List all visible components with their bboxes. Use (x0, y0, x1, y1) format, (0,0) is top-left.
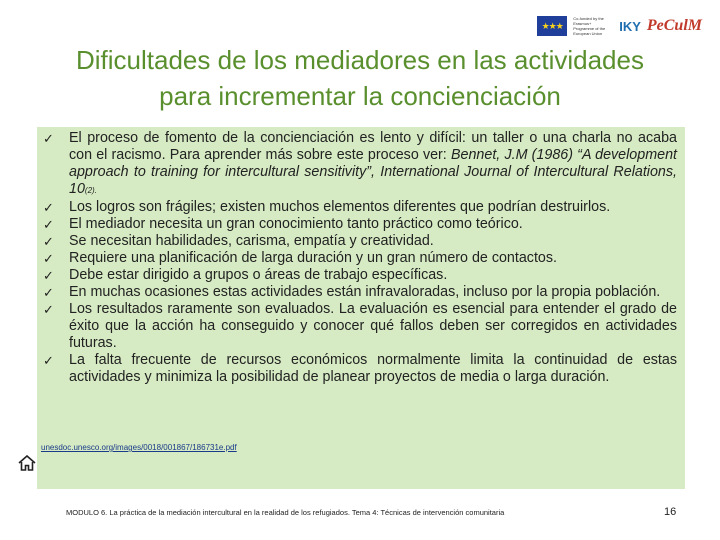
list-item-text: El mediador necesita un gran conocimiento tanto práctico como teórico. (69, 216, 523, 232)
reference-issue: (2). (84, 186, 97, 195)
list-item (41, 233, 677, 250)
check-icon: ✓ (43, 285, 54, 300)
pecul-logo (647, 17, 702, 35)
list-item-text: Los logros son frágiles; existen muchos elementos diferentes que podrían destruirlos. (69, 199, 611, 215)
list-item (41, 199, 677, 216)
reference-citation: Bennet, J.M (1986) “A development approach to training for intercultural sensitivity”, International Journal of Intercultural Relations, 10 (69, 147, 677, 197)
list-item (41, 352, 677, 386)
check-icon: ✓ (43, 217, 54, 232)
footer-text: MODULO 6. La práctica de la mediación intercultural en la realidad de los refugiados. Tema 4: Técnicas de intervención comunitaria (66, 508, 505, 517)
check-icon: ✓ (43, 200, 54, 215)
list-item-text: En muchas ocasiones estas actividades están infravaloradas, incluso por la propia población. (69, 284, 661, 300)
list-item-text: Se necesitan habilidades, carisma, empatía y creatividad. (69, 233, 434, 249)
check-icon: ✓ (43, 251, 54, 266)
list-item-text: La falta frecuente de recursos económicos normalmente limita la continuidad de estas actividades y minimiza la posibilidad de planear proyectos de media o larga duración. (69, 352, 677, 385)
check-icon: ✓ (43, 353, 54, 368)
erasmus-logo-text: Co-funded by the Erasmus+ Programme of the European Union (573, 16, 606, 36)
slide-title (40, 42, 680, 114)
list-item-text: El proceso de fomento de la concienciación es lento y difícil: un taller o una charla no acaba con el racismo. Para aprender más sobre este proceso ver: (69, 130, 677, 163)
list-item-text: Los resultados raramente son evaluados. La evaluación es esencial para entender el grado de éxito que la acción ha conseguido y conocer qué fallos deben ser corregidos en actividades futuras. (69, 301, 677, 351)
header-logos (537, 16, 702, 36)
list-item (41, 284, 677, 301)
list-item (41, 267, 677, 284)
page-number: 16 (664, 506, 677, 518)
check-icon: ✓ (43, 302, 54, 317)
list-item (41, 130, 677, 199)
bullet-list (41, 130, 677, 386)
list-item-text: Debe estar dirigido a grupos o áreas de trabajo específicas. (69, 267, 448, 283)
content-panel (37, 127, 685, 489)
title-line-2: para incrementar la concienciación (159, 81, 561, 111)
eu-flag-logo: ★★★ (537, 16, 567, 36)
list-item (41, 301, 677, 352)
home-icon[interactable] (18, 455, 36, 471)
pecul-logo-label: PeCulM (646, 17, 702, 34)
title-line-1: Dificultades de los mediadores en las actividades (76, 45, 644, 75)
check-icon: ✓ (43, 268, 54, 283)
list-item (41, 216, 677, 233)
iky-logo (619, 19, 641, 34)
check-icon: ✓ (43, 234, 54, 249)
iky-logo-label: IKY (619, 18, 641, 34)
list-item-text: Requiere una planificación de larga duración y un gran número de contactos. (69, 250, 557, 266)
list-item (41, 250, 677, 267)
check-icon: ✓ (43, 131, 54, 146)
source-link[interactable]: unesdoc.unesco.org/images/0018/001867/186731e.pdf (41, 443, 237, 452)
